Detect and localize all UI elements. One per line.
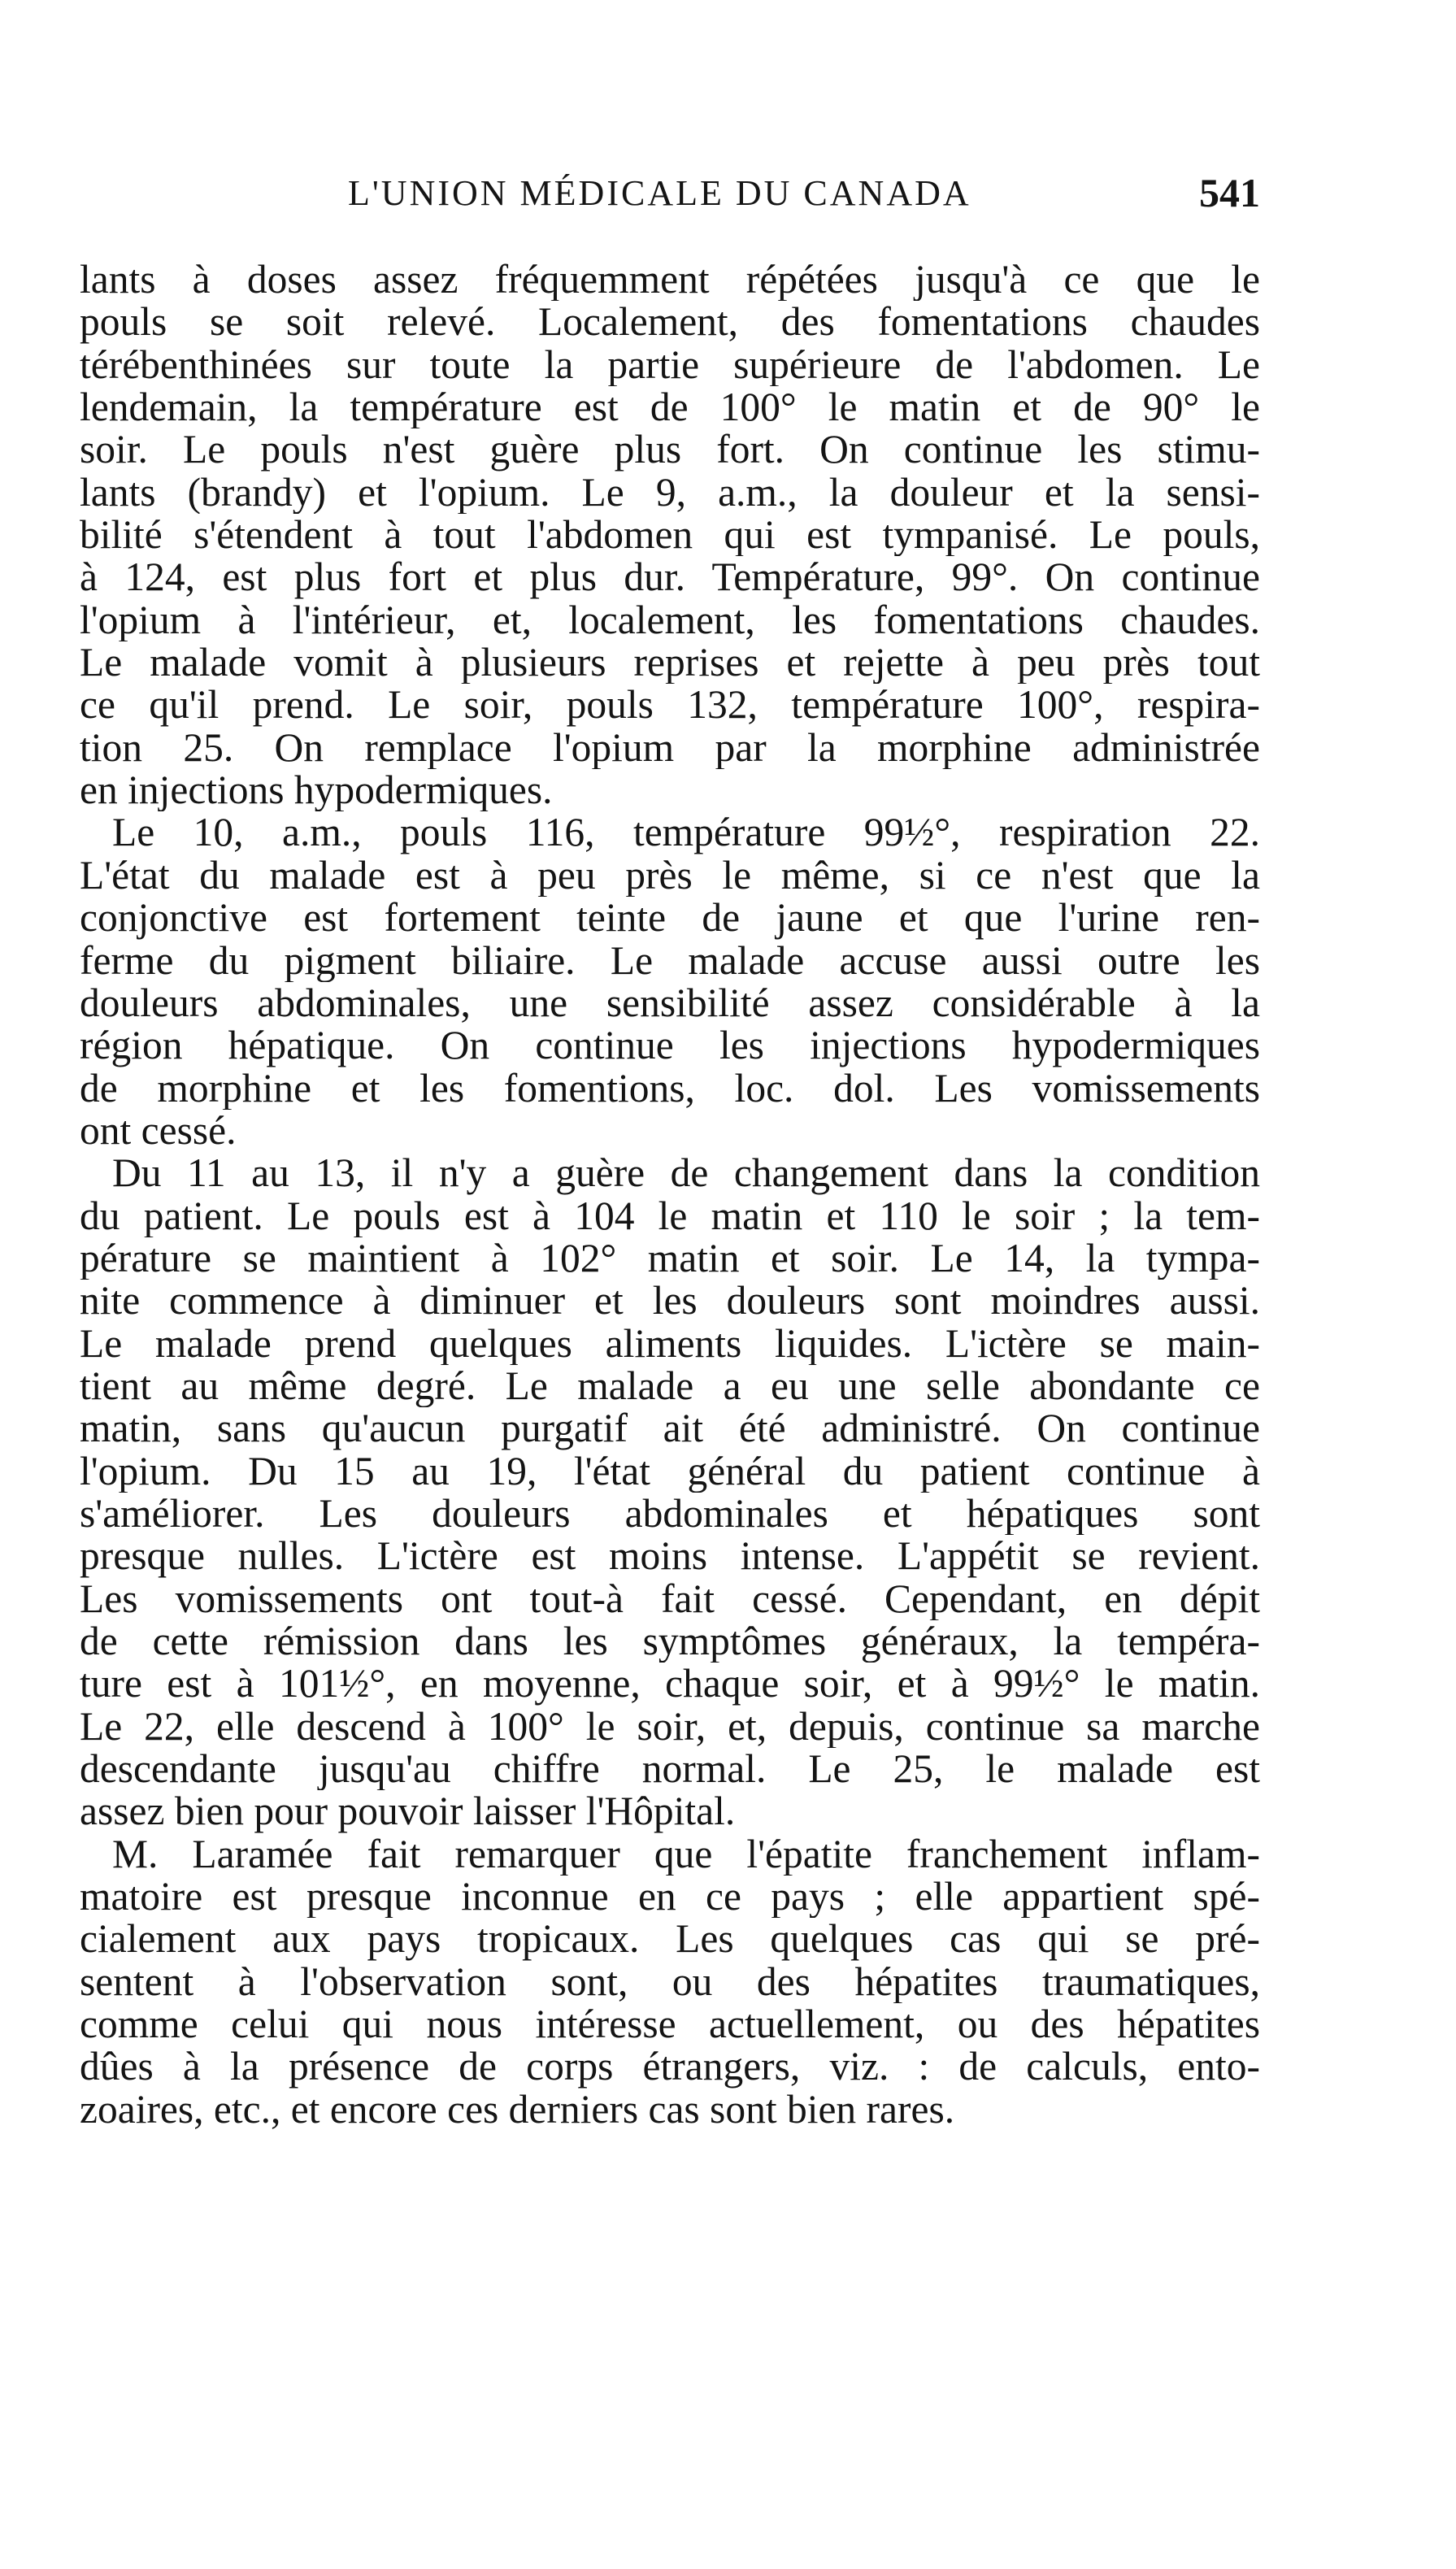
text-line: soir. Le pouls n'est guère plus fort. On continue les stimu- [80,428,1260,472]
text-line: Le 22, elle descend à 100° le soir, et, depuis, continue sa marche [80,1705,1260,1749]
text-line: sentent à l'observation sont, ou des hépatites traumatiques, [80,1960,1260,2004]
body-text [80,259,1260,2131]
text-line: ont cessé. [80,1109,237,1153]
text-line: douleurs abdominales, une sensibilité assez considérable à la [80,981,1260,1025]
text-line: tient au même degré. Le malade a eu une selle abondante ce [80,1364,1260,1408]
page-number: 541 [1199,170,1260,215]
text-line: lants (brandy) et l'opium. Le 9, a.m., la douleur et la sensi- [80,471,1260,515]
text-line: Le malade prend quelques aliments liquides. L'ictère se main- [80,1322,1260,1365]
text-line: Les vomissements ont tout-à fait cessé. Cependant, en dépit [80,1577,1260,1620]
text-line: zoaires, etc., et encore ces derniers cas sont bien rares. [80,2088,955,2132]
text-line: nite commence à diminuer et les douleurs sont moindres aussi. [80,1280,1260,1323]
text-line: ce qu'il prend. Le soir, pouls 132, température 100°, respira- [80,684,1260,727]
text-line: térébenthinées sur toute la partie supérieure de l'abdomen. Le [80,343,1260,387]
text-line: pérature se maintient à 102° matin et soir. Le 14, la tympa- [80,1237,1260,1280]
text-line: à 124, est plus fort et plus dur. Température, 99°. On continue [80,556,1260,599]
text-line: Le malade vomit à plusieurs reprises et rejette à peu près tout [80,641,1260,685]
text-line: bilité s'étendent à tout l'abdomen qui est tympanisé. Le pouls, [80,514,1260,557]
text-line: lendemain, la température est de 100° le matin et de 90° le [80,386,1260,429]
text-line: du patient. Le pouls est à 104 le matin et 110 le soir ; la tem- [80,1194,1260,1237]
text-line: s'améliorer. Les douleurs abdominales et hépatiques sont [80,1492,1260,1536]
text-line: ferme du pigment biliaire. Le malade accuse aussi outre les [80,939,1260,982]
running-header [80,172,1260,221]
text-line: matin, sans qu'aucun purgatif ait été administré. On continue [80,1407,1260,1450]
text-line: cialement aux pays tropicaux. Les quelques cas qui se pré- [80,1918,1260,1961]
text-line: matoire est presque inconnue en ce pays ; elle appartient spé- [80,1876,1260,1919]
text-line: pouls se soit relevé. Localement, des fomentations chaudes [80,301,1260,344]
text-line: comme celui qui nous intéresse actuellement, ou des hépatites [80,2003,1260,2046]
text-line: région hépatique. On continue les injections hypodermiques [80,1024,1260,1067]
text-line: en injections hypodermiques. [80,769,553,812]
text-line: dûes à la présence de corps étrangers, viz. : de calculs, ento- [80,2045,1260,2089]
text-line: lants à doses assez fréquemment répétées jusqu'à ce que le [80,259,1260,302]
text-line: L'état du malade est à peu près le même, si ce n'est que la [80,854,1260,898]
text-line: Le 10, a.m., pouls 116, température 99½°, respiration 22. [112,811,1260,854]
text-line: conjonctive est fortement teinte de jaune et que l'urine ren- [80,897,1260,940]
text-line: tion 25. On remplace l'opium par la morphine administrée [80,726,1260,770]
text-line: presque nulles. L'ictère est moins intense. L'appétit se revient. [80,1535,1260,1578]
text-line: l'opium à l'intérieur, et, localement, les fomentations chaudes. [80,598,1260,642]
text-line: de cette rémission dans les symptômes généraux, la tempéra- [80,1620,1260,1663]
text-line: assez bien pour pouvoir laisser l'Hôpital. [80,1790,736,1833]
text-line: M. Laramée fait remarquer que l'épatite franchement inflam- [112,1832,1260,1876]
text-line: ture est à 101½°, en moyenne, chaque soir, et à 99½° le matin. [80,1663,1260,1706]
text-line: Du 11 au 13, il n'y a guère de changement dans la condition [112,1152,1260,1195]
running-title: L'UNION MÉDICALE DU CANADA [348,173,971,213]
text-line: descendante jusqu'au chiffre normal. Le 25, le malade est [80,1748,1260,1791]
text-line: de morphine et les fomentions, loc. dol. Les vomissements [80,1067,1260,1110]
text-line: l'opium. Du 15 au 19, l'état général du patient continue à [80,1450,1260,1493]
